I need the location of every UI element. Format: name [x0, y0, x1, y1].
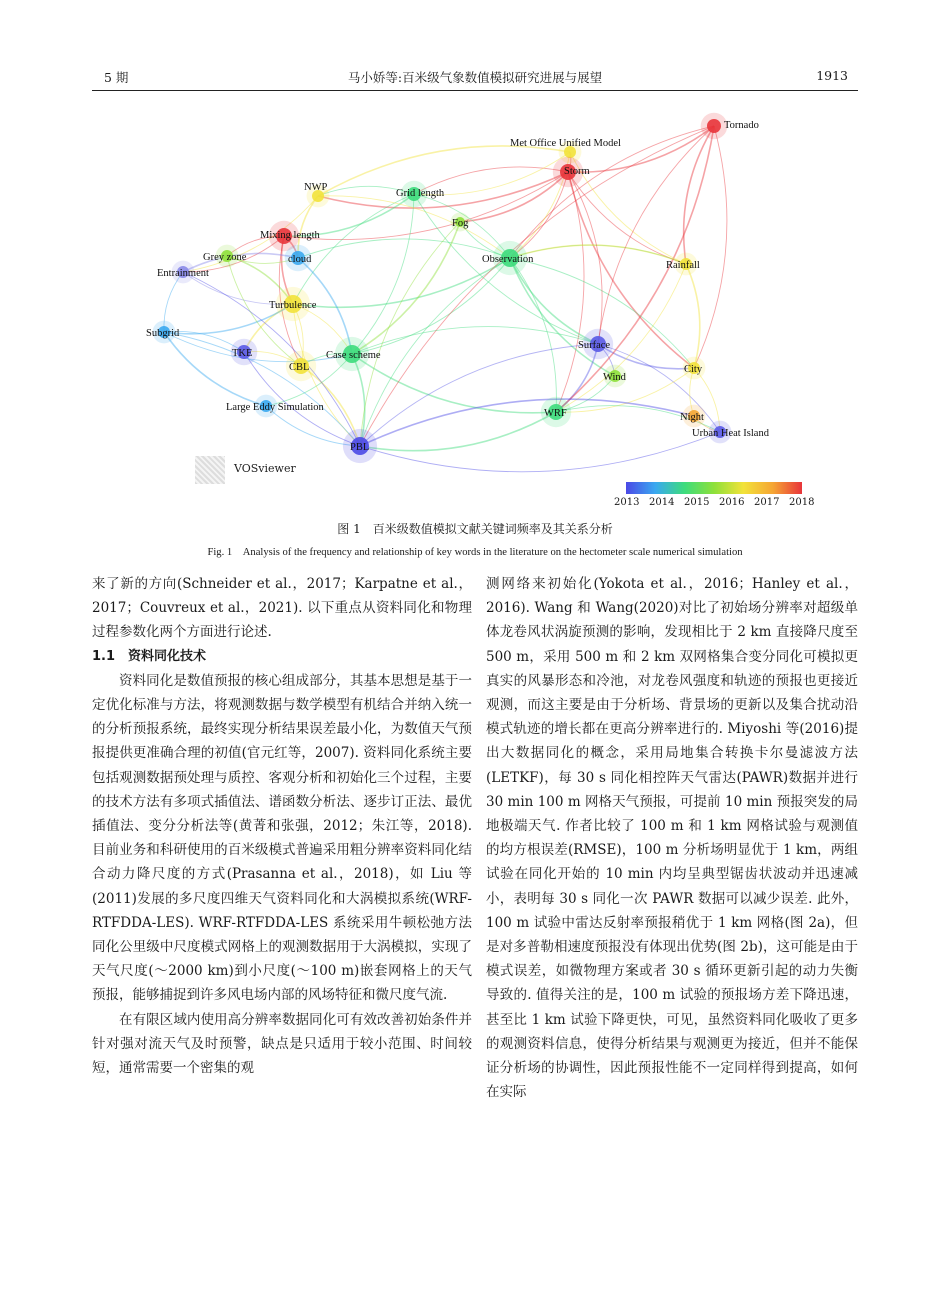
network-edge [352, 194, 414, 354]
node-label: Wind [603, 372, 626, 383]
node-label: TKE [232, 348, 253, 359]
colorbar-year: 2016 [719, 497, 745, 508]
node-label: Storm [564, 166, 590, 177]
vosviewer-logo [195, 456, 225, 484]
network-node-city [683, 357, 706, 380]
node-label: Subgrid [146, 328, 180, 339]
network-node-wrf [541, 397, 571, 427]
running-title: 马小娇等:百米级气象数值模拟研究进展与展望 [347, 70, 603, 85]
network-edges [164, 126, 727, 472]
figure-caption-en: Fig. 1 Analysis of the frequency and relationship of key words in the literature on the hectometer scale numerical simulation [207, 547, 743, 558]
node-label: Met Office Unified Model [510, 138, 621, 149]
section-heading: 1.1 资料同化技术 [92, 648, 207, 664]
node-label: City [684, 364, 703, 375]
network-edge [510, 258, 598, 344]
node-label: PBL [350, 442, 370, 453]
node-label: Observation [482, 254, 534, 265]
network-edge [360, 432, 720, 472]
network-edge [293, 258, 510, 307]
network-node-tornado [701, 113, 759, 140]
keyword-network-figure [0, 0, 950, 520]
node-label: NWP [304, 182, 328, 193]
node-label: Rainfall [666, 260, 700, 271]
colorbar-year: 2015 [684, 497, 710, 508]
colorbar-year: 2018 [789, 497, 815, 508]
issue-number: 5 期 [104, 70, 129, 85]
network-node-turbulence [269, 287, 317, 321]
colorbar-year: 2017 [754, 497, 780, 508]
node-label: Mixing length [260, 230, 320, 241]
network-edge [360, 126, 714, 446]
colorbar-labels [612, 497, 818, 511]
node-label: CBL [289, 362, 310, 373]
year-colorbar [626, 482, 802, 494]
colorbar-year: 2014 [649, 497, 675, 508]
node-label: Surface [578, 340, 611, 351]
network-node-night [680, 405, 705, 428]
network-node-tke [231, 339, 258, 366]
network-node-cbl [286, 351, 316, 381]
network-node-pbl [343, 429, 377, 463]
network-edge [568, 172, 686, 264]
colorbar-year: 2013 [614, 497, 640, 508]
node-label: Large Eddy Simulation [226, 402, 324, 413]
network-node-fog [451, 213, 470, 232]
network-node-nwp [304, 182, 329, 207]
network-node-grid-length [396, 181, 445, 208]
paragraph: 资料同化是数值预报的核心组成部分，其基本思想是基于一定优化标准与方法，将观测数据与数学模型有机结合并纳入统一的分析预报系统，最终实现分析结果误差最小化，为数值天气预报提供更准确合理的初值(官元红等，2007). 资料同化系统主要包括观测数据预处理与质控、客观分析和初始化三个过程，主要的技术方法有多项式插值法、谱函数分析法、逐步订正法、最优插值法、变分分析法等(黄菁和张强，2012；朱江等，2018). 目前业务和科研使用的百米级模式普遍采用粗分辨率资料同化结合动力降尺度的方式(Prasanna et al.，2018)，如 Liu 等(2011)发展的多尺度四维天气资料同化和大涡模拟系统(WRF-RTFDDA-LES). WRF-RTFDDA-LES 系统采用牛顿松弛方法同化公里级中尺度模式网格上的观测数据用于大涡模拟，实现了天气尺度(～2000 km)到小尺度(～100 m)嵌套网格上的天气预报，能够捕捉到许多风电场内部的风场特征和微尺度气流. [92, 672, 472, 1004]
node-label: Turbulence [269, 300, 317, 311]
node-label: cloud [288, 254, 312, 265]
node-label: Grid length [396, 188, 445, 199]
node-circle [707, 119, 721, 133]
network-edge [568, 172, 602, 344]
network-edge [352, 354, 556, 413]
node-label: Entrainment [157, 268, 209, 279]
network-node-rainfall [666, 253, 700, 276]
page-number: 1913 [816, 68, 848, 83]
network-node-storm [553, 157, 590, 187]
network-edge [293, 194, 414, 304]
network-edge [568, 126, 714, 172]
right-column [486, 572, 858, 1104]
network-node-grey-zone [203, 245, 247, 268]
network-edge [686, 264, 700, 368]
node-label: Fog [452, 218, 469, 229]
left-column [92, 572, 472, 1080]
network-edge [352, 327, 598, 354]
paragraph: 来了新的方向(Schneider et al.，2017；Karpatne et al.，2017；Couvreux et al.，2021). 以下重点从资料同化和物理过程参数化两个方面进行论述. [92, 576, 472, 641]
node-label: Tornado [724, 120, 759, 131]
node-label: Night [680, 412, 704, 423]
node-label: WRF [544, 408, 567, 419]
figure-caption-cn: 图 1 百米级数值模拟文献关键词频率及其关系分析 [337, 522, 613, 536]
node-label: Grey zone [203, 252, 247, 263]
network-edge [510, 258, 556, 412]
network-node-wind [603, 365, 627, 388]
node-label: Case scheme [326, 350, 381, 361]
vosviewer-label: VOSviewer [234, 462, 296, 475]
network-node-case-scheme [326, 337, 381, 371]
network-edge [556, 172, 584, 412]
node-label: Urban Heat Island [692, 428, 769, 439]
paragraph: 在有限区域内使用高分辨率数据同化可有效改善初始条件并针对强对流天气及时预警，缺点是只适用于较小范围、时间较短，通常需要一个密集的观 [92, 1011, 472, 1077]
network-edge [360, 412, 556, 451]
network-node-subgrid [146, 321, 180, 344]
paragraph: 测网络来初始化(Yokota et al.，2016；Hanley et al.，2016). Wang 和 Wang(2020)对比了初始场分辨率对超级单体龙卷风状涡旋预测的影响，发现相比于 2 km 直接降尺度至 500 m，采用 500 m 和 2 km 双网格集合变分同化可模拟更真实的风暴形态和冷池，对龙卷风强度和轨迹的预报也更接近观测，而这主要是由于分析场、背景场的更新以及集合扰动沿模式轨迹的增长都在更高分辨率进行的. Miyoshi 等(2016)提出大数据同化的概念，采用局地集合转换卡尔曼滤波方法(LETKF)，每 30 s 同化相控阵天气雷达(PAWR)数据并进行 30 min 100 m 网格天气预报，可提前 10 min 预报突发的局地极端天气. 作者比较了 100 m 和 1 km 网格试验与观测值的均方根误差(RMSE)，100 m 分析场明显优于 1 km，两组试验在同化开始的 10 min 内均呈典型锯齿状波动并迅速减小，表明每 30 s 同化一次 PAWR 数据可以减少误差. 此外，100 m 试验中雷达反射率预报稍优于 1 km 网格(图 2a)，但是对多普勒相速度预报没有体现出优势(图 2b)，这可能是由于模式误差，如微物理方案或者 30 s 循环更新引起的动力失衡导致的. 值得关注的是，100 m 试验的预报场方差下降迅速，甚至比 1 km 试验下降更快，可见，虽然资料同化吸收了更多的观测资料信息，使得分析结果与观测更为接近，但并不能保证分析场的协调性，因此预报性能不一定同样得到提高，如何在实际 [486, 576, 858, 1101]
network-edge [164, 332, 352, 362]
